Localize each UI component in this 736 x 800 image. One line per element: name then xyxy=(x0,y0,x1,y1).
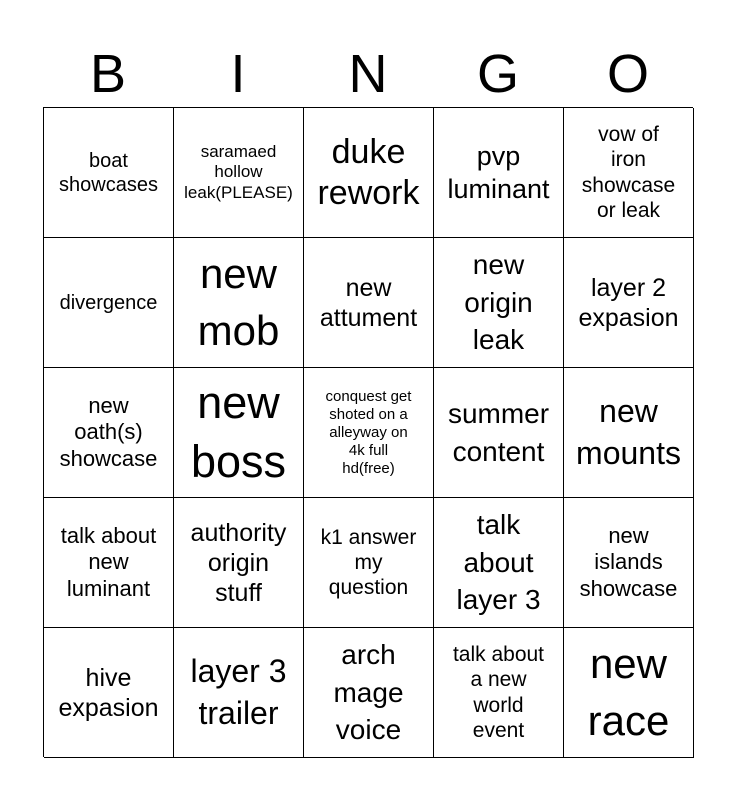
bingo-cell[interactable]: layer 3 trailer xyxy=(174,628,304,758)
header-letter-i: I xyxy=(230,44,246,104)
bingo-cell[interactable]: pvp luminant xyxy=(434,108,564,238)
bingo-cell[interactable]: talk about new luminant xyxy=(44,498,174,628)
bingo-cell[interactable]: divergence xyxy=(44,238,174,368)
bingo-cell[interactable]: saramaed hollow leak(PLEASE) xyxy=(174,108,304,238)
bingo-cell[interactable]: conquest get shoted on a alleyway on 4k full hd(free) xyxy=(304,368,434,498)
bingo-cell[interactable]: new mob xyxy=(174,238,304,368)
bingo-cell[interactable]: new race xyxy=(564,628,694,758)
bingo-cell[interactable]: vow of iron showcase or leak xyxy=(564,108,694,238)
bingo-cell[interactable]: new origin leak xyxy=(434,238,564,368)
bingo-cell[interactable]: hive expasion xyxy=(44,628,174,758)
bingo-cell[interactable]: duke rework xyxy=(304,108,434,238)
bingo-header xyxy=(43,40,693,108)
bingo-cell[interactable]: new mounts xyxy=(564,368,694,498)
header-letter-n: N xyxy=(348,44,388,104)
bingo-cell[interactable]: arch mage voice xyxy=(304,628,434,758)
bingo-cell[interactable]: new oath(s) showcase xyxy=(44,368,174,498)
bingo-cell[interactable]: boat showcases xyxy=(44,108,174,238)
bingo-cell[interactable]: talk about layer 3 xyxy=(434,498,564,628)
bingo-cell[interactable]: layer 2 expasion xyxy=(564,238,694,368)
bingo-cell[interactable]: new islands showcase xyxy=(564,498,694,628)
bingo-cell[interactable]: new boss xyxy=(174,368,304,498)
header-letter-g: G xyxy=(476,44,519,104)
bingo-cell[interactable]: talk about a new world event xyxy=(434,628,564,758)
header-letter-b: B xyxy=(89,44,127,104)
bingo-cell[interactable]: authority origin stuff xyxy=(174,498,304,628)
bingo-cell[interactable]: k1 answer my question xyxy=(304,498,434,628)
bingo-cell[interactable]: summer content xyxy=(434,368,564,498)
header-letter-o: O xyxy=(606,44,649,104)
bingo-cell[interactable]: new attument xyxy=(304,238,434,368)
bingo-board xyxy=(43,107,693,757)
